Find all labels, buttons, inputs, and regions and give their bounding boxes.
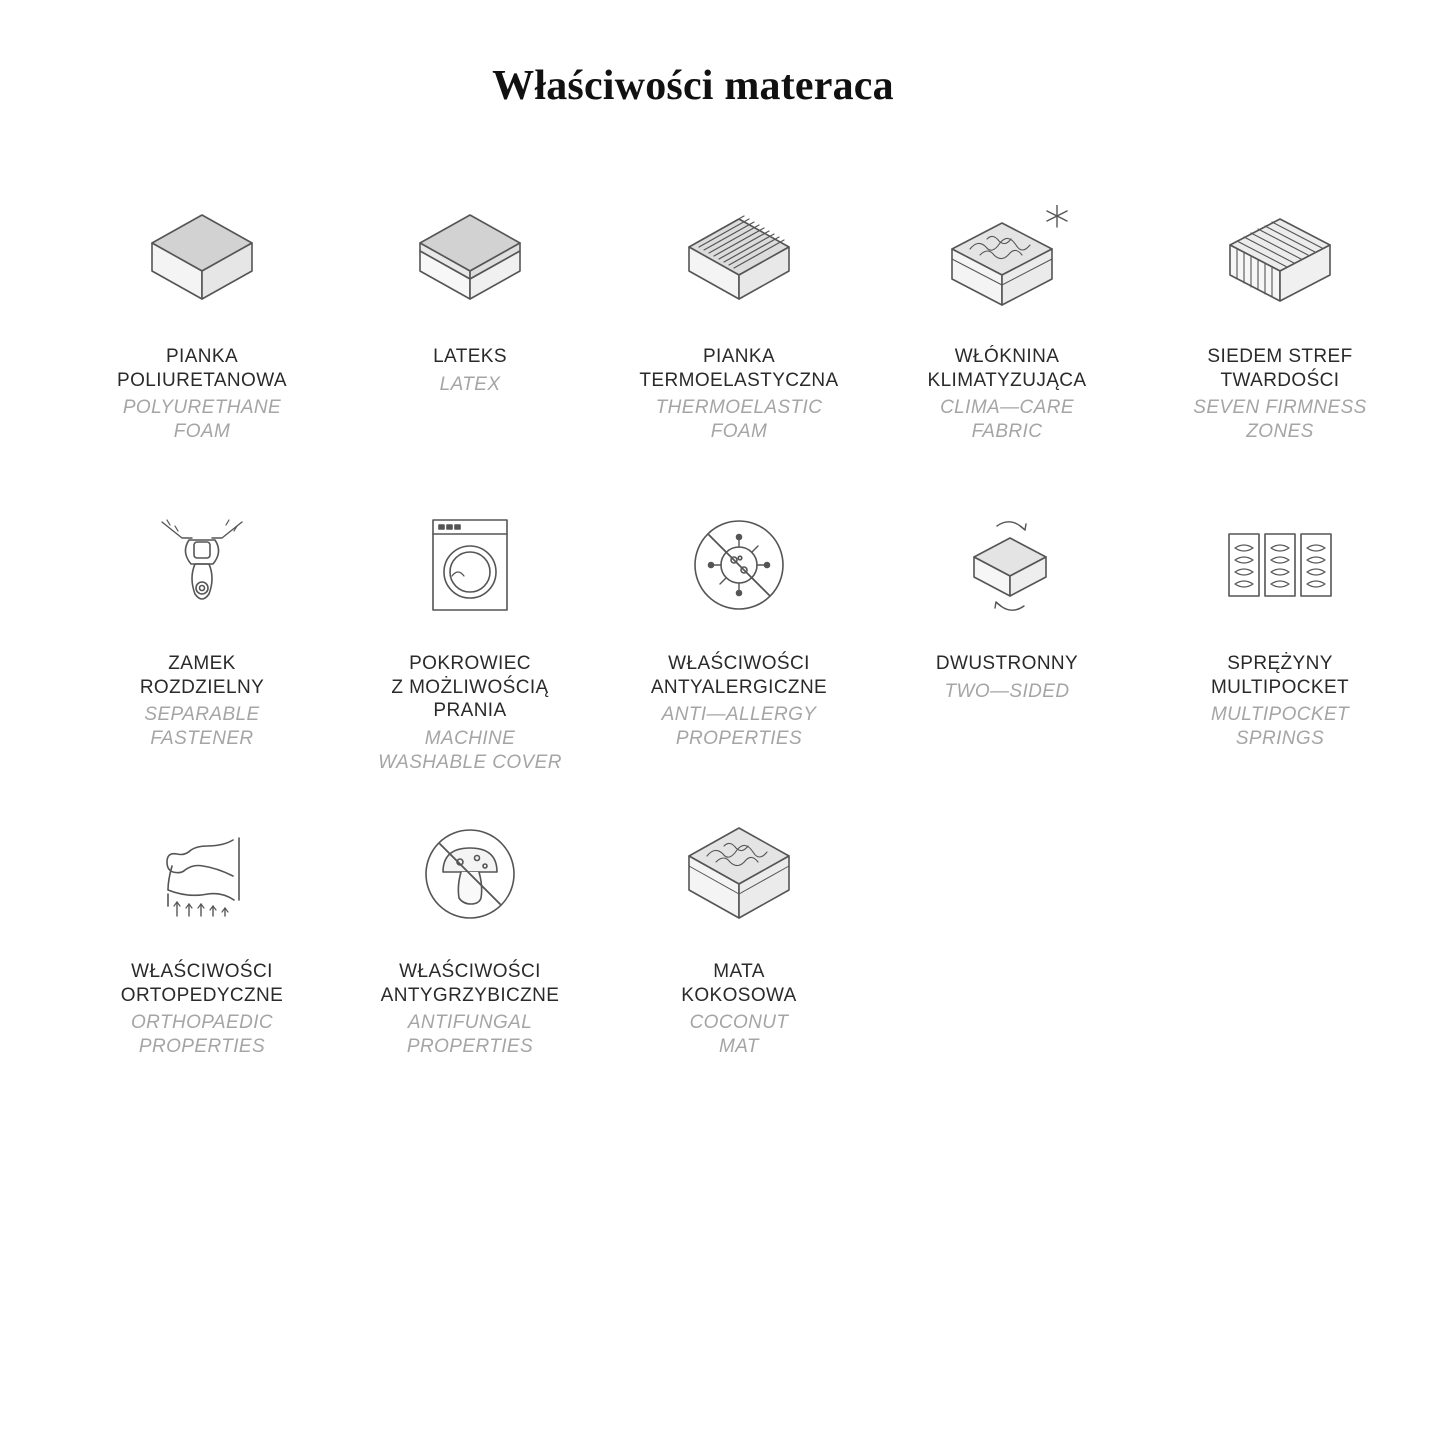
feature-multipocket-springs <box>1150 512 1410 751</box>
feature-polyurethane-foam <box>72 205 332 444</box>
feature-latex <box>340 205 600 397</box>
feature-label-pl: SIEDEM STREF TWARDOŚCI <box>1207 346 1353 391</box>
feature-label-en: CLIMA—CARE FABRIC <box>940 397 1074 442</box>
feature-antifungal <box>340 820 600 1059</box>
feature-machine-washable-cover <box>340 512 600 775</box>
feature-label-pl: SPRĘŻYNY MULTIPOCKET <box>1210 653 1350 698</box>
feature-label-pl: DWUSTRONNY <box>935 653 1079 674</box>
feature-label-en: LATEX <box>439 373 501 395</box>
orthopaedic-body-icon <box>137 820 267 930</box>
feature-label-pl: WŁAŚCIWOŚCI ANTYALERGICZNE <box>650 653 828 698</box>
feature-label-pl: ZAMEK ROZDZIELNY <box>139 653 265 698</box>
clima-care-fabric-icon <box>942 205 1072 315</box>
feature-label-pl: WŁÓKNINA KLIMATYZUJĄCA <box>927 346 1087 391</box>
feature-anti-allergy <box>609 512 869 751</box>
feature-label-en: SEPARABLE FASTENER <box>144 704 260 749</box>
polyurethane-foam-block-icon <box>137 205 267 315</box>
feature-label-pl: PIANKA TERMOELASTYCZNA <box>639 346 839 391</box>
seven-zones-block-icon <box>1215 205 1345 315</box>
feature-thermoelastic-foam <box>609 205 869 444</box>
latex-block-icon <box>405 205 535 315</box>
feature-coconut-mat <box>609 820 869 1059</box>
two-sided-rotate-icon <box>942 512 1072 622</box>
page-title: Właściwości materaca <box>492 63 894 109</box>
feature-label-en: COCONUT MAT <box>689 1012 789 1057</box>
feature-label-en: MULTIPOCKET SPRINGS <box>1210 704 1350 749</box>
feature-orthopaedic <box>72 820 332 1059</box>
feature-label-en: THERMOELASTIC FOAM <box>655 397 823 442</box>
feature-label-pl: POKROWIEC Z MOŻLIWOŚCIĄ PRANIA <box>391 653 549 721</box>
pocket-springs-icon <box>1215 512 1345 622</box>
feature-label-pl: LATEKS <box>433 346 507 367</box>
feature-clima-care-fabric <box>877 205 1137 444</box>
feature-separable-fastener <box>72 512 332 751</box>
feature-label-en: ANTI—ALLERGY PROPERTIES <box>661 704 817 749</box>
feature-label-en: ORTHOPAEDIC PROPERTIES <box>131 1012 273 1057</box>
feature-label-pl: WŁAŚCIWOŚCI ANTYGRZYBICZNE <box>380 961 560 1006</box>
feature-label-en: TWO—SIDED <box>944 680 1070 702</box>
feature-label-en: POLYURETHANE FOAM <box>122 397 282 442</box>
feature-label-en: SEVEN FIRMNESS ZONES <box>1193 397 1367 442</box>
zipper-icon <box>137 512 267 622</box>
feature-label-en: ANTIFUNGAL PROPERTIES <box>406 1012 534 1057</box>
feature-two-sided <box>877 512 1137 704</box>
snowflake-icon <box>1047 205 1067 227</box>
feature-label-pl: MATA KOKOSOWA <box>681 961 797 1006</box>
no-allergen-icon <box>674 512 804 622</box>
feature-label-pl: WŁAŚCIWOŚCI ORTOPEDYCZNE <box>120 961 284 1006</box>
feature-label-pl: PIANKA POLIURETANOWA <box>117 346 287 391</box>
washing-machine-icon <box>405 512 535 622</box>
no-fungus-icon <box>405 820 535 930</box>
thermoelastic-foam-block-icon <box>674 205 804 315</box>
feature-label-en: MACHINE WASHABLE COVER <box>378 727 562 773</box>
coconut-mat-block-icon <box>674 820 804 930</box>
feature-seven-firmness-zones <box>1150 205 1410 444</box>
